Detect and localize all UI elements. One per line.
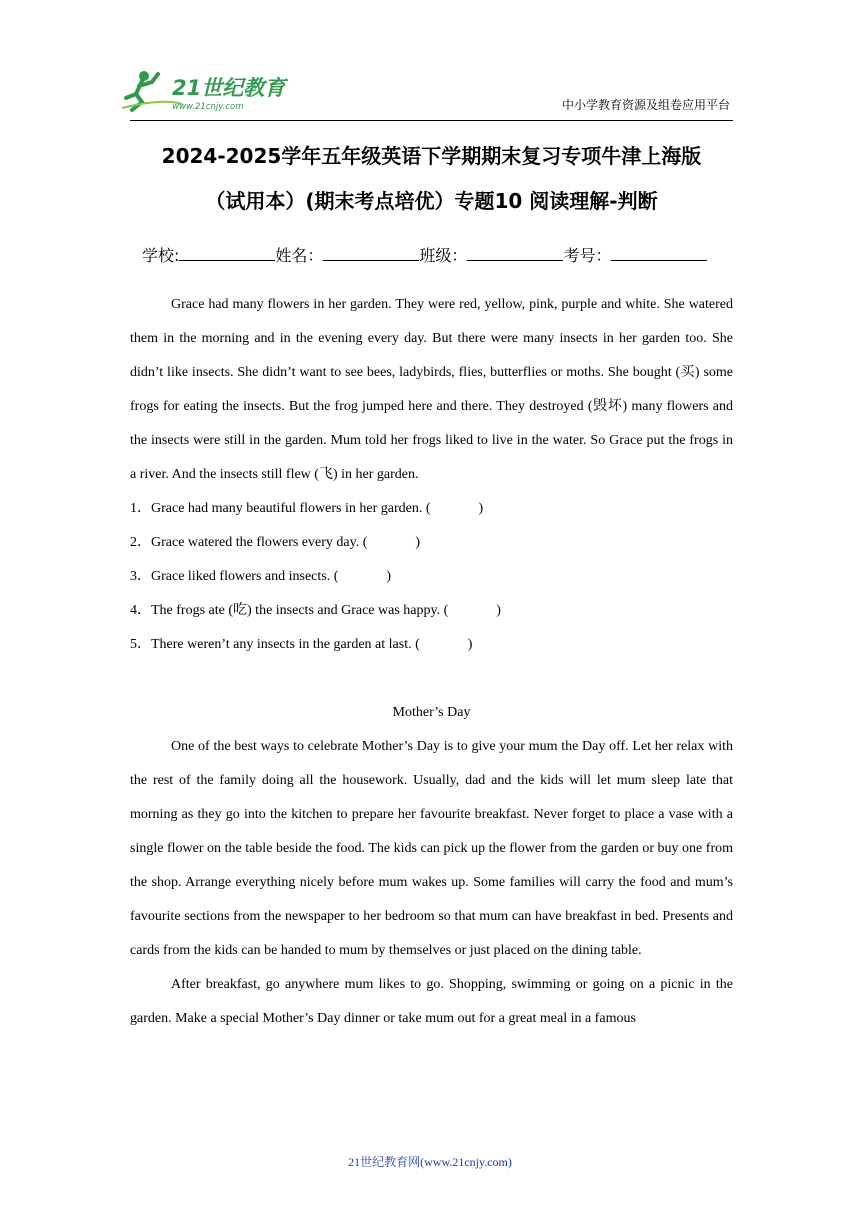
platform-name: 中小学教育资源及组卷应用平台 <box>561 98 730 112</box>
spacer <box>130 662 733 696</box>
logo-runner-head <box>139 71 149 81</box>
question-1 <box>130 492 733 526</box>
passage-2-paragraph-1: One of the best ways to celebrate Mother’s Day is to give your mum the Day off. Let her relax with the rest of the family doing all the housework. Usually, dad and the kids will let mum sleep late that morning as they go into the kitchen to prepare her favourite breakfast. Never forget to place a vase with a single flower on the table beside the food. The kids can pick up the flower from the garden or buy one from the shop. Arrange everything nicely before mum wakes up. Some families will carry the food and mum’s favourite sections from the newspaper to her bedroom so that mum can have breakfast in bed. Presents and cards from the kids can be handed to mum by themselves or just placed on the dining table. <box>130 739 733 958</box>
name-blank[interactable] <box>323 246 419 261</box>
question-number: 4． <box>130 603 151 618</box>
document-body <box>130 288 733 1036</box>
page-title-line-2: （试用本）(期末考点培优）专题10 阅读理解-判断 <box>205 189 658 213</box>
header-divider <box>130 120 733 121</box>
page-title-line-1: 2024-2025学年五年级英语下学期期末复习专项牛津上海版 <box>161 144 702 168</box>
question-text: There weren’t any insects in the garden at last. ( <box>151 637 420 652</box>
logo-text: 21世纪教育 <box>172 76 286 100</box>
page-header <box>0 0 860 125</box>
question-number: 5． <box>130 637 151 652</box>
question-close-paren: ) <box>415 535 421 550</box>
question-4 <box>130 594 733 628</box>
question-number: 3． <box>130 569 151 584</box>
page-footer: 21世纪教育网(www.21cnjy.com) <box>348 1155 512 1169</box>
question-3 <box>130 560 733 594</box>
student-info-line <box>142 243 707 266</box>
class-blank[interactable] <box>467 246 563 261</box>
school-blank[interactable] <box>179 246 275 261</box>
logo <box>122 68 292 114</box>
passage-1-text: Grace had many flowers in her garden. They were red, yellow, pink, purple and white. She watered them in the morning and in the evening every day. But there were many insects in her garden too. She didn’t like insects. She didn’t want to see bees, ladybirds, flies, butterflies or moths. She bought (买) some frogs for eating the insects. But the frog jumped here and there. They destroyed (毁坏) many flowers and the insects were still in the garden. Mum told her frogs liked to live in the water. So Grace put the frogs in a river. And the insects still flew (飞) in her garden. <box>130 297 733 482</box>
question-close-paren: ) <box>386 569 392 584</box>
question-5 <box>130 628 733 662</box>
passage-2-paragraph-2: After breakfast, go anywhere mum likes to go. Shopping, swimming or going on a picnic in the garden. Make a special Mother’s Day dinner or take mum out for a great meal in a famous <box>130 977 733 1026</box>
question-number: 1． <box>130 501 151 516</box>
question-2 <box>130 526 733 560</box>
number-label: 考号： <box>563 246 612 265</box>
question-close-paren: ) <box>496 603 501 618</box>
class-label: 班级： <box>419 246 468 265</box>
question-text: The frogs ate (吃) the insects and Grace was happy. ( <box>151 603 449 618</box>
name-label: 姓名： <box>275 246 324 265</box>
question-text: Grace liked flowers and insects. ( <box>151 569 339 584</box>
passage-2-title: Mother’s Day <box>392 705 471 720</box>
question-number: 2． <box>130 535 151 550</box>
school-label: 学校: <box>142 246 180 265</box>
question-text: Grace watered the flowers every day. ( <box>151 535 368 550</box>
question-close-paren: ) <box>478 501 484 516</box>
logo-url: www.21cnjy.com <box>172 102 244 112</box>
question-close-paren: ) <box>467 637 473 652</box>
number-blank[interactable] <box>611 246 707 261</box>
question-text: Grace had many beautiful flowers in her garden. ( <box>151 501 431 516</box>
